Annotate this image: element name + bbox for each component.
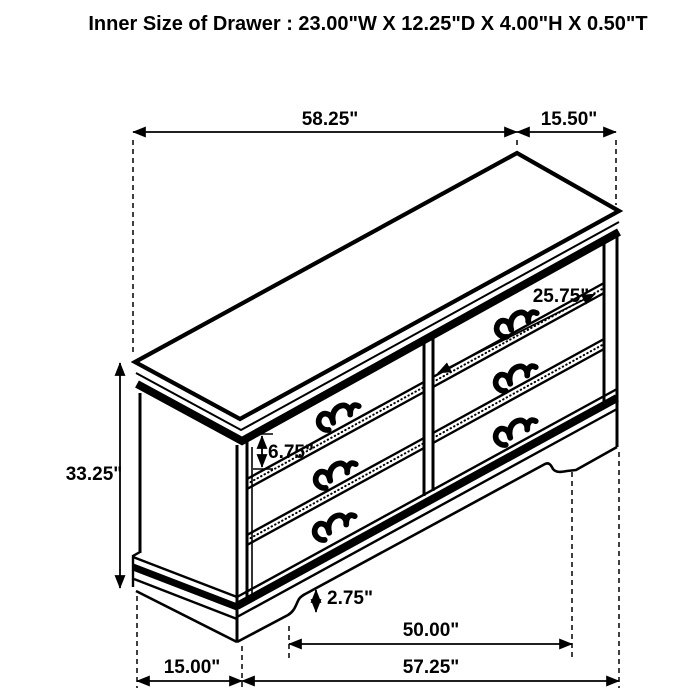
base-molding — [133, 389, 617, 642]
base-top-edge — [237, 389, 617, 597]
rail-right-lower — [433, 339, 604, 443]
dim-base-height — [316, 588, 373, 612]
dimension-label: 15.50" — [540, 109, 598, 130]
base-board-edge — [237, 409, 617, 617]
diagram-title: Inner Size of Drawer : 23.00"W X 12.25"D X 4.00"H X 0.50"T — [88, 13, 648, 35]
feet-profile — [237, 447, 617, 642]
top-board-edge — [136, 222, 619, 430]
dim-top-back-width — [133, 109, 517, 132]
side-base-band — [133, 567, 237, 607]
dimension-label: 33.25" — [65, 464, 123, 485]
dimension-label: 2.75" — [327, 588, 373, 609]
top-cove-molding — [137, 232, 619, 441]
dim-between-feet — [289, 620, 572, 644]
dim-bottom-front-width — [242, 657, 619, 681]
dim-top-side-depth — [517, 109, 616, 132]
dresser-drawing — [133, 153, 619, 642]
dim-overall-height — [66, 363, 123, 588]
dimension-label: 57.25" — [402, 657, 460, 678]
dimension-label: 15.00" — [163, 657, 221, 678]
dim-bottom-side-depth — [137, 657, 242, 681]
base-band — [237, 398, 617, 606]
dimension-annotations — [66, 109, 619, 688]
drawer-pull — [312, 507, 358, 542]
dimension-label: 6.75" — [268, 442, 314, 463]
rail-left-upper — [247, 382, 424, 489]
dimension-label: 50.00" — [402, 620, 460, 641]
dim-drawer-face-height — [253, 434, 314, 469]
dimension-label: 58.25" — [301, 109, 359, 130]
dimension-label: 25.75" — [532, 286, 590, 307]
side-base-top — [133, 557, 237, 597]
